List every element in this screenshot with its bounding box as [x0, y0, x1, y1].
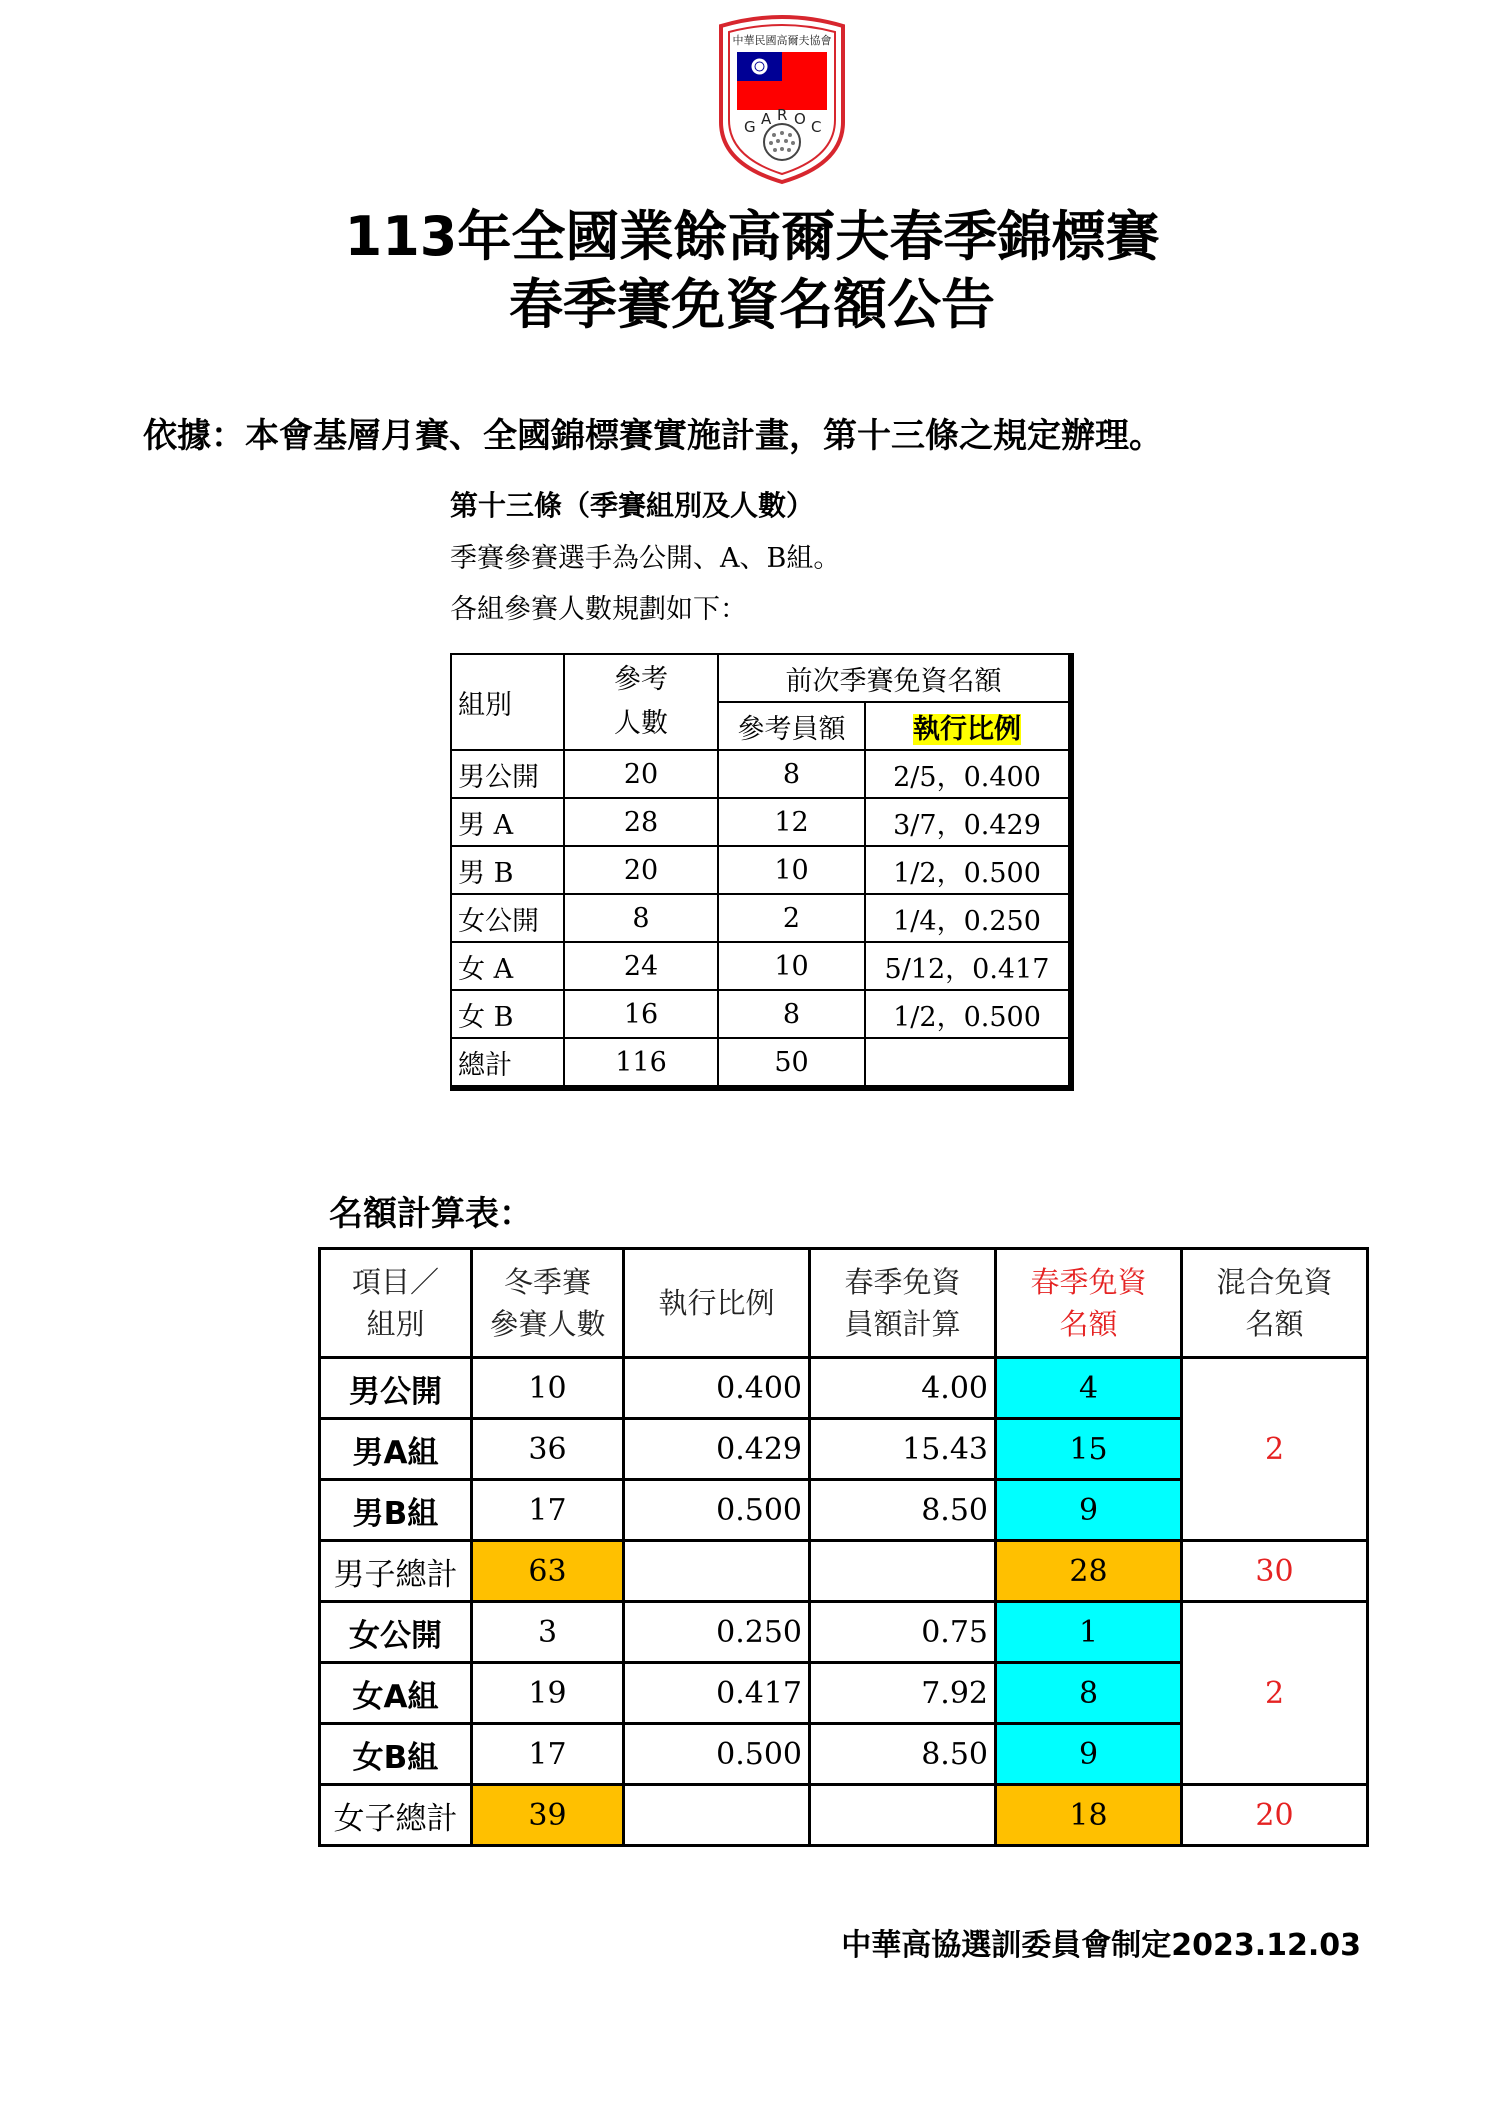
table-cell: 116 [564, 1038, 718, 1088]
empty-cell [624, 1541, 810, 1602]
page-title-line2: 春季賽免資名額公告 [509, 273, 995, 336]
svg-text:C: C [811, 118, 822, 136]
ratio-cell: 0.400 [624, 1358, 810, 1419]
table-cell: 8 [718, 990, 865, 1038]
ratio-cell: 0.417 [624, 1663, 810, 1724]
table-header-cell: 參考員額 [718, 702, 865, 750]
ratio-cell: 0.500 [624, 1724, 810, 1785]
table-cell: 10 [718, 846, 865, 894]
svg-text:O: O [794, 110, 806, 128]
calc-cell: 15.43 [810, 1419, 996, 1480]
svg-text:G: G [744, 118, 756, 136]
header-ratio: 執行比例 [624, 1249, 810, 1358]
table-cell: 1/4，0.250 [865, 894, 1071, 942]
calc-cell: 7.92 [810, 1663, 996, 1724]
table-row-total [320, 1785, 1368, 1846]
table-cell [865, 1038, 1071, 1088]
ratio-cell: 0.250 [624, 1602, 810, 1663]
table-cell: 2/5，0.400 [865, 750, 1071, 798]
empty-cell [624, 1785, 810, 1846]
group-cell: 男公開 [320, 1358, 472, 1419]
quota-cell: 4 [996, 1358, 1182, 1419]
group-cell: 男B組 [320, 1480, 472, 1541]
table-header-cell: 組別 [451, 654, 564, 750]
ratio-header-highlight: 執行比例 [913, 713, 1021, 745]
table-cell: 總計 [451, 1038, 564, 1088]
table-cell: 50 [718, 1038, 865, 1088]
svg-text:中華民國高爾夫協會: 中華民國高爾夫協會 [732, 34, 832, 47]
svg-text:R: R [777, 106, 788, 124]
total-mixed-cell: 20 [1182, 1785, 1368, 1846]
article-line-2: 各組參賽人數規劃如下： [450, 594, 747, 625]
table-row [320, 1602, 1368, 1663]
footer-issuer-date: 中華高協選訓委員會制定2023.12.03 [841, 1928, 1361, 1963]
quota-cell: 8 [996, 1663, 1182, 1724]
players-cell: 36 [472, 1419, 624, 1480]
table-row [451, 1038, 1071, 1088]
ratio-cell: 0.429 [624, 1419, 810, 1480]
table-header-cell: 前次季賽免資名額 [718, 654, 1071, 702]
table-cell: 男 B [451, 846, 564, 894]
header-spring-calc: 春季免資 員額計算 [810, 1249, 996, 1358]
total-label-cell: 女子總計 [320, 1785, 472, 1846]
header-winter-players: 冬季賽 參賽人數 [472, 1249, 624, 1358]
table-cell: 20 [564, 750, 718, 798]
total-quota-cell: 28 [996, 1541, 1182, 1602]
players-cell: 17 [472, 1724, 624, 1785]
table-row [451, 798, 1071, 846]
calc-table-title: 名額計算表： [329, 1194, 533, 1234]
group-cell: 女B組 [320, 1724, 472, 1785]
total-players-cell: 39 [472, 1785, 624, 1846]
table-row-total [320, 1541, 1368, 1602]
table-cell: 1/2，0.500 [865, 990, 1071, 1038]
article-excerpt [450, 484, 840, 638]
quota-cell: 9 [996, 1480, 1182, 1541]
quota-cell: 9 [996, 1724, 1182, 1785]
header-item: 項目／ 組別 [320, 1249, 472, 1358]
table-cell: 28 [564, 798, 718, 846]
quota-calc-table [318, 1247, 1369, 1847]
group-cell: 女A組 [320, 1663, 472, 1724]
quota-cell: 1 [996, 1602, 1182, 1663]
article-heading: 第十三條（季賽組別及人數） [450, 489, 815, 522]
garoc-logo [711, 14, 853, 186]
header-mixed-quota: 混合免資 名額 [1182, 1249, 1368, 1358]
svg-text:A: A [761, 110, 772, 128]
table-cell: 24 [564, 942, 718, 990]
basis-statement: 依據：本會基層月賽、全國錦標賽實施計畫，第十三條之規定辦理。 [143, 416, 1163, 456]
table-header-row [320, 1249, 1368, 1358]
total-quota-cell: 18 [996, 1785, 1182, 1846]
article-table [450, 653, 1074, 1091]
calc-cell: 0.75 [810, 1602, 996, 1663]
quota-cell: 15 [996, 1419, 1182, 1480]
table-row [451, 942, 1071, 990]
empty-cell [810, 1785, 996, 1846]
players-cell: 3 [472, 1602, 624, 1663]
table-header-cell: 參考人數 [564, 654, 718, 750]
table-cell: 3/7，0.429 [865, 798, 1071, 846]
table-cell: 5/12，0.417 [865, 942, 1071, 990]
table-cell: 1/2，0.500 [865, 846, 1071, 894]
table-cell: 男公開 [451, 750, 564, 798]
table-row [320, 1358, 1368, 1419]
table-cell: 女 A [451, 942, 564, 990]
table-row [451, 654, 1071, 702]
table-row [451, 894, 1071, 942]
mixed-quota-cell: 2 [1182, 1358, 1368, 1541]
total-players-cell: 63 [472, 1541, 624, 1602]
table-cell: 16 [564, 990, 718, 1038]
table-cell: 12 [718, 798, 865, 846]
calc-cell: 8.50 [810, 1480, 996, 1541]
table-cell: 男 A [451, 798, 564, 846]
table-cell: 女 B [451, 990, 564, 1038]
page-title-line1: 113年全國業餘高爾夫春季錦標賽 [344, 205, 1160, 268]
table-cell: 2 [718, 894, 865, 942]
header-spring-quota: 春季免資 名額 [996, 1249, 1182, 1358]
players-cell: 10 [472, 1358, 624, 1419]
table-row [451, 750, 1071, 798]
players-cell: 19 [472, 1663, 624, 1724]
ratio-cell: 0.500 [624, 1480, 810, 1541]
group-cell: 女公開 [320, 1602, 472, 1663]
mixed-quota-cell: 2 [1182, 1602, 1368, 1785]
calc-cell: 8.50 [810, 1724, 996, 1785]
table-cell: 10 [718, 942, 865, 990]
table-row [451, 990, 1071, 1038]
players-cell: 17 [472, 1480, 624, 1541]
total-label-cell: 男子總計 [320, 1541, 472, 1602]
table-cell: 8 [718, 750, 865, 798]
table-row [451, 846, 1071, 894]
table-cell: 女公開 [451, 894, 564, 942]
total-mixed-cell: 30 [1182, 1541, 1368, 1602]
calc-cell: 4.00 [810, 1358, 996, 1419]
table-cell: 20 [564, 846, 718, 894]
empty-cell [810, 1541, 996, 1602]
article-line-1: 季賽參賽選手為公開、A、B組。 [450, 543, 841, 574]
group-cell: 男A組 [320, 1419, 472, 1480]
table-cell: 8 [564, 894, 718, 942]
